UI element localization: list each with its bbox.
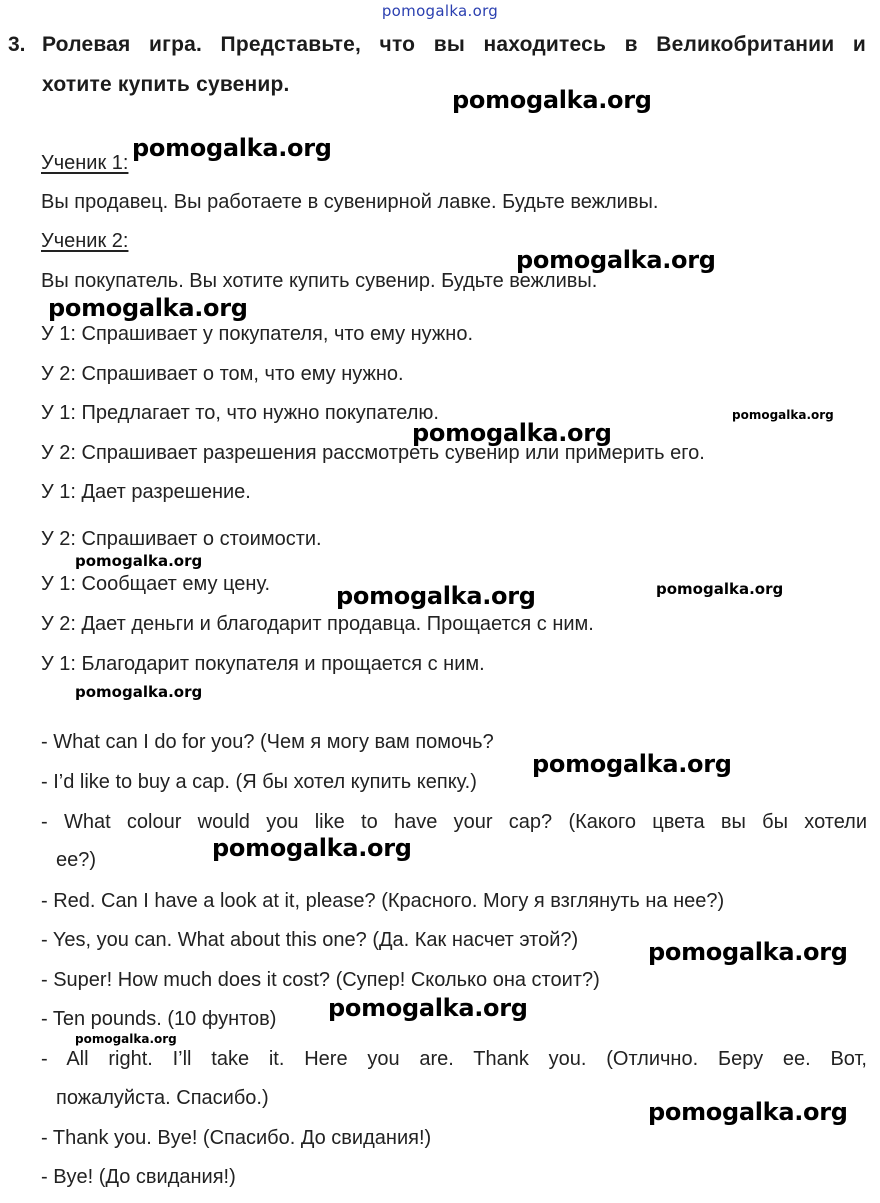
dialogue-line-1: - What can I do for you? (Чем я могу вам помочь? [41, 731, 494, 753]
dialogue-line-3: - What colour would you like to have your cap? (Какого цвета вы бы хотели [41, 811, 867, 833]
dialogue-line-7: - Ten pounds. (10 фунтов) [41, 1008, 277, 1030]
watermark: pomogalka.org [212, 834, 412, 862]
watermark: pomogalka.org [648, 938, 848, 966]
role-text-student-2: Вы покупатель. Вы хотите купить сувенир. Будьте вежливы. [41, 270, 598, 292]
watermark: pomogalka.org [132, 134, 332, 162]
watermark: pomogalka.org [648, 1098, 848, 1126]
watermark: pomogalka.org [48, 294, 248, 322]
step-4: У 2: Спрашивает разрешения рассмотреть сувенир или примерить его. [41, 442, 705, 464]
dialogue-line-8: - All right. I’ll take it. Here you are. Thank you. (Отлично. Беру ее. Вот, [41, 1048, 867, 1070]
watermark: pomogalka.org [516, 246, 716, 274]
watermark: pomogalka.org [732, 408, 834, 422]
role-text-student-1: Вы продавец. Вы работаете в сувенирной лавке. Будьте вежливы. [41, 191, 659, 213]
watermark: pomogalka.org [75, 1032, 177, 1046]
watermark: pomogalka.org [75, 552, 203, 570]
dialogue-line-3-cont: ее?) [56, 849, 97, 871]
dialogue-line-9: - Thank you. Bye! (Спасибо. До свидания!) [41, 1127, 432, 1149]
step-1: У 1: Спрашивает у покупателя, что ему нужно. [41, 323, 474, 345]
step-9: У 1: Благодарит покупателя и прощается с ним. [41, 653, 485, 675]
step-6: У 2: Спрашивает о стоимости. [41, 528, 322, 550]
dialogue-line-6: - Super! How much does it cost? (Супер! Сколько она стоит?) [41, 969, 600, 991]
dialogue-line-5: - Yes, you can. What about this one? (Да. Как насчет этой?) [41, 929, 579, 951]
dialogue-line-8-cont: пожалуйста. Спасибо.) [56, 1087, 269, 1109]
watermark: pomogalka.org [452, 86, 652, 114]
watermark: pomogalka.org [412, 419, 612, 447]
task-title-line-2: хотите купить сувенир. [42, 73, 290, 96]
dialogue-line-2: - I’d like to buy a cap. (Я бы хотел купить кепку.) [41, 771, 477, 793]
dialogue-line-4: - Red. Can I have a look at it, please? (Красного. Могу я взглянуть на нее?) [41, 890, 725, 912]
dialogue-line-10: - Bye! (До свидания!) [41, 1166, 236, 1188]
role-label-student-1: Ученик 1: [41, 152, 129, 174]
step-7: У 1: Сообщает ему цену. [41, 573, 271, 595]
watermark: pomogalka.org [532, 750, 732, 778]
step-5: У 1: Дает разрешение. [41, 481, 251, 503]
watermark: pomogalka.org [75, 683, 203, 701]
step-2: У 2: Спрашивает о том, что ему нужно. [41, 363, 404, 385]
step-3: У 1: Предлагает то, что нужно покупателю. [41, 402, 439, 424]
task-title-line-1: Ролевая игра. Представьте, что вы находитесь в Великобритании и [42, 33, 866, 56]
role-label-student-2: Ученик 2: [41, 230, 129, 252]
watermark: pomogalka.org [656, 580, 784, 598]
watermark: pomogalka.org [336, 582, 536, 610]
site-mark: pomogalka.org [381, 2, 499, 20]
task-number: 3. [8, 33, 26, 56]
step-8: У 2: Дает деньги и благодарит продавца. Прощается с ним. [41, 613, 594, 635]
watermark: pomogalka.org [328, 994, 528, 1022]
